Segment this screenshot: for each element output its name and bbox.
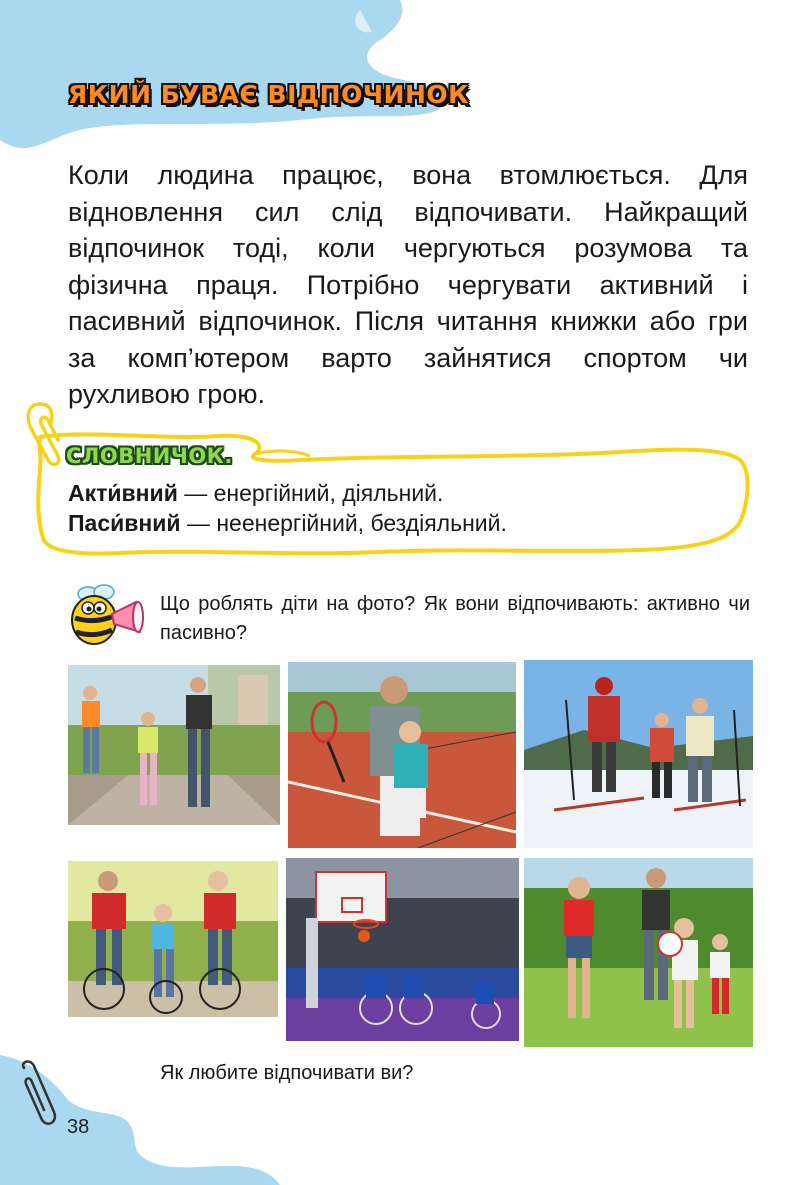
page-title: ЯКИЙ БУВАЄ ВІДПОЧИНОК: [68, 80, 470, 109]
glossary-entry-active: [68, 480, 443, 507]
photo-question: Що роблять діти на фото? Як вони відпочивають: активно чи пасивно?: [160, 593, 750, 644]
paperclip-icon: [18, 398, 64, 470]
tennis-lesson-photo: [288, 662, 516, 848]
glossary-definition: — енергійний, діяльний.: [177, 480, 444, 506]
glossary-definition: — неенергійний, бездіяльний.: [180, 510, 507, 536]
glossary-entry-passive: [68, 510, 507, 537]
bottom-question: Як любите відпочивати ви?: [160, 1062, 414, 1084]
wheelchair-basketball-photo: [286, 858, 519, 1041]
glossary-title: СЛОВНИЧОК.: [66, 444, 233, 468]
skiing-family-photo: [524, 660, 753, 848]
paperclip-icon: [18, 1060, 62, 1130]
rollerblading-family-photo: [68, 665, 280, 825]
main-paragraph: Коли людина працює, вона втомлюється. Для відновлення сил слід відпочивати. Найкращий відпочинок тоді, коли чергуються розумова та фізична праця. Потрібно чергувати активний і пасивний відпочинок. Після читання книжки або гри за комп’ютером варто зайнятися спортом чи рухливою грою.: [68, 160, 748, 409]
bee-megaphone-icon: [66, 580, 148, 650]
cycling-family-photo: [68, 861, 278, 1017]
running-family-photo: [524, 858, 753, 1047]
glossary-term: Акти́вний: [68, 480, 178, 506]
glossary-term: Паси́вний: [68, 510, 181, 536]
page-number: 38: [67, 1116, 90, 1138]
